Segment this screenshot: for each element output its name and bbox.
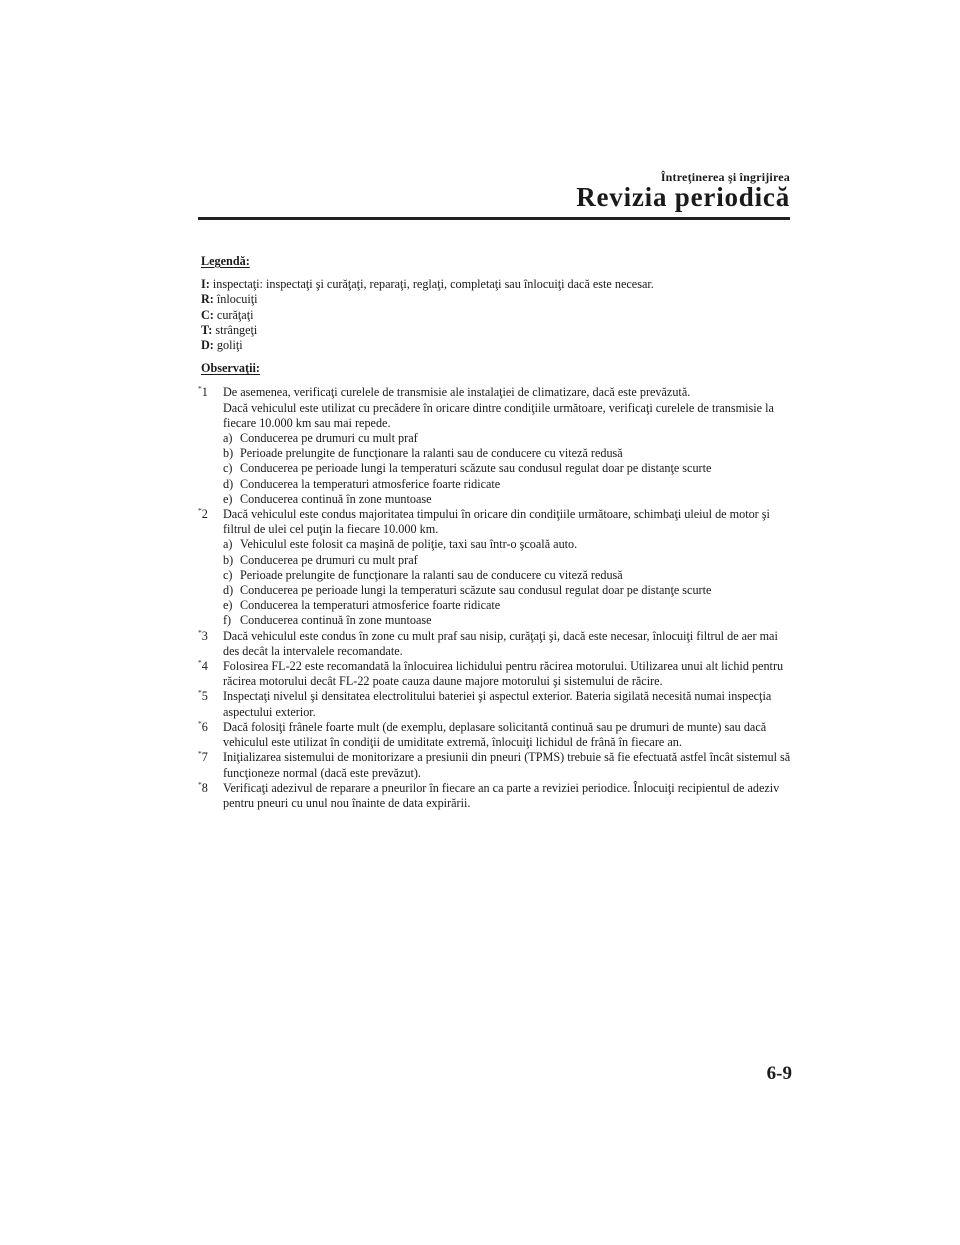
subitem-text: Conducerea pe drumuri cu mult praf: [240, 431, 418, 446]
subitem-text: Vehiculul este folosit ca maşină de poliţie, taxi sau într-o şcoală auto.: [240, 537, 578, 552]
note-number: *6: [198, 718, 208, 734]
observation-note-4: [198, 658, 791, 689]
note-subitem: [223, 568, 791, 583]
legend-item-clean: [201, 308, 791, 323]
subitem-letter: d): [223, 476, 234, 491]
observations-heading: Observaţii:: [201, 361, 260, 376]
observation-note-6: [198, 718, 791, 750]
legend-key: T:: [201, 322, 213, 337]
note-number: *7: [198, 749, 208, 765]
note-number: *1: [198, 384, 208, 400]
subitem-text: Conducerea la temperaturi atmosferice foarte ridicate: [240, 476, 501, 491]
note-line: Dacă folosiţi frânele foarte mult (de exemplu, deplasare solicitantă continuă sau pe drumuri de munte) sau dacă vehiculul este utilizat în condiţii de umiditate extremă, înlocuiţi lichidul de frână în fiecare an.: [223, 719, 767, 750]
subitem-text: Conducerea continuă în zone muntoase: [240, 613, 432, 628]
observation-note-8: [198, 779, 791, 811]
legend-list: [201, 277, 791, 353]
legend-key: D:: [201, 338, 214, 353]
subitem-letter: a): [223, 537, 233, 552]
subitem-text: Conducerea la temperaturi atmosferice foarte ridicate: [240, 598, 501, 613]
legend-text: inspectaţi: inspectaţi şi curăţaţi, reparaţi, reglaţi, completaţi sau înlocuiţi dacă este necesar.: [209, 277, 654, 292]
observation-note-1: [198, 384, 791, 507]
note-line: Dacă vehiculul este condus în zone cu mult praf sau nisip, curăţaţi şi, dacă este necesar, înlocuiţi filtrul de aer mai des decât la intervalele recomandate.: [223, 628, 778, 658]
observation-note-2: [198, 506, 791, 629]
note-subitem: [223, 461, 791, 476]
note-subitem: [223, 583, 791, 598]
main-content: [198, 254, 791, 811]
note-line: De asemenea, verificaţi curelele de transmisie ale instalaţiei de climatizare, dacă este prevăzută.: [223, 385, 691, 400]
subitem-text: Perioade prelungite de funcţionare la ralanti sau de conducere cu viteză redusă: [240, 567, 623, 582]
subitem-letter: c): [223, 567, 233, 582]
note-subitem: [223, 492, 791, 507]
legend-key: C:: [201, 307, 214, 322]
observation-note-5: [198, 688, 791, 719]
asterisk-mark: *: [198, 749, 202, 759]
subitem-text: Conducerea pe perioade lungi la temperaturi scăzute sau condusul regulat doar pe distanţe scurte: [240, 583, 712, 598]
legend-item-inspect: [201, 277, 791, 292]
note-subitem: [223, 537, 791, 552]
subitem-text: Conducerea pe drumuri cu mult praf: [240, 552, 418, 567]
legend-text: înlocuiţi: [213, 292, 258, 307]
subitem-text: Perioade prelungite de funcţionare la ralanti sau de conducere cu viteză redusă: [240, 446, 623, 461]
asterisk-mark: *: [198, 779, 202, 789]
legend-item-drain: [201, 338, 791, 353]
note-line: Folosirea FL-22 este recomandată la înlocuirea lichidului pentru răcirea motorului. Utilizarea unui alt lichid pentru răcirea motorului decât FL-22 poate cauza daune majore motorului şi sistemului de răcire.: [223, 659, 784, 689]
legend-text: strângeţi: [212, 322, 258, 337]
note-line: Iniţializarea sistemului de monitorizare a presiunii din pneuri (TPMS) trebuie să fie efectuată astfel încât sistemul să funcţioneze normal (dacă este prevăzut).: [223, 750, 791, 780]
note-number: *8: [198, 779, 208, 795]
subitem-text: Conducerea continuă în zone muntoase: [240, 491, 432, 506]
subitem-letter: c): [223, 461, 233, 476]
subitem-text: Conducerea pe perioade lungi la temperaturi scăzute sau condusul regulat doar pe distanţe scurte: [240, 461, 712, 476]
subitem-letter: f): [223, 613, 232, 628]
asterisk-mark: *: [198, 718, 202, 728]
subitem-letter: a): [223, 431, 233, 446]
legend-item-replace: [201, 292, 791, 307]
note-subitem: [223, 477, 791, 492]
observation-note-7: [198, 749, 791, 780]
note-number: *4: [198, 658, 208, 674]
note-subitem: [223, 446, 791, 461]
subitem-letter: e): [223, 598, 233, 613]
note-line: Inspectaţi nivelul şi densitatea electrolitului bateriei şi aspectul exterior. Bateria sigilată necesită numai inspecţia aspectului exterior.: [223, 689, 772, 719]
subitem-letter: b): [223, 446, 234, 461]
legend-key: I:: [201, 277, 210, 292]
note-subitem: [223, 553, 791, 568]
subitem-letter: e): [223, 491, 233, 506]
asterisk-mark: *: [198, 688, 202, 698]
section-title: Întreţinerea şi îngrijirea: [660, 170, 790, 184]
note-number: *2: [198, 506, 208, 522]
header-divider: [198, 217, 790, 220]
legend-key: R:: [201, 292, 214, 307]
legend-heading: Legendă:: [201, 254, 250, 268]
asterisk-mark: *: [198, 506, 202, 516]
note-line: Dacă vehiculul este condus majoritatea timpului în oricare din condiţiile următoare, schimbaţi uleiul de motor şi filtrul de ulei cel puţin la fiecare 10.000 km.: [223, 507, 770, 537]
note-number: *3: [198, 627, 208, 643]
subitem-letter: b): [223, 552, 234, 567]
page-title: Revizia periodică: [576, 182, 790, 212]
asterisk-mark: *: [198, 384, 202, 394]
subitem-letter: d): [223, 583, 234, 598]
legend-item-tighten: [201, 323, 791, 338]
legend-text: curăţaţi: [213, 307, 254, 322]
note-number: *5: [198, 688, 208, 704]
note-subitem: [223, 431, 791, 446]
asterisk-mark: *: [198, 658, 202, 668]
asterisk-mark: *: [198, 627, 202, 637]
note-subitem: [223, 598, 791, 613]
note-line: Dacă vehiculul este utilizat cu precădere în oricare dintre condiţiile următoare, verificaţi curelele de transmisie la fiecare 10.000 km sau mai repede.: [223, 400, 774, 430]
note-line: Verificaţi adezivul de reparare a pneurilor în fiecare an ca parte a reviziei periodice. Înlocuiţi recipientul de adeziv pentru pneuri cu unul nou înainte de data expirării.: [223, 780, 780, 810]
note-subitem: [223, 613, 791, 628]
observation-note-3: [198, 627, 791, 659]
page-number: 6-9: [766, 1063, 792, 1084]
legend-text: goliţi: [213, 338, 243, 353]
